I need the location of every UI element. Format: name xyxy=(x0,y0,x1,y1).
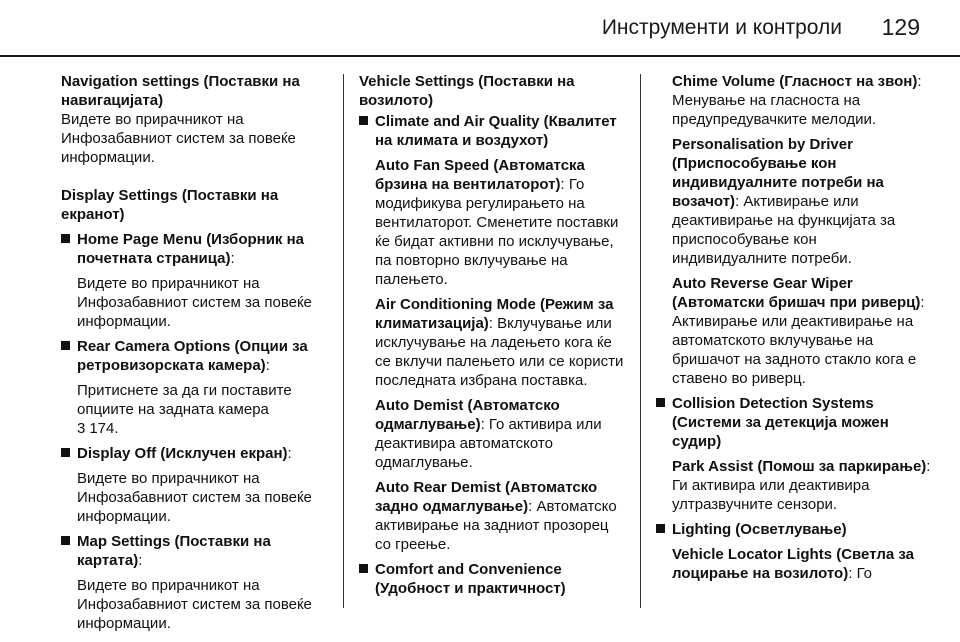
sub-label: Auto Reverse Gear Wiper (Автоматски бришач при риверц) xyxy=(672,275,921,311)
list-item: Lighting (Осветлување) Vehicle Locator Lights (Светла за лоцирање на возилото): Го xyxy=(656,520,934,583)
sub-label: Vehicle Locator Lights (Светла за лоцирање на возилото) xyxy=(672,546,914,582)
sub-label: Personalisation by Driver (Приспособување кон индивидуалните потреби на возачот) xyxy=(672,136,884,210)
header-title: Инструменти и контроли xyxy=(601,16,842,39)
display-settings-section xyxy=(61,186,336,633)
item-label: Map Settings (Поставки на картата) xyxy=(77,533,271,569)
item-text: Видете во прирачникот на Инфозабавниот систем за повеќе информации. xyxy=(77,470,312,525)
sub-text: Го модификува регулирањето на вентилаторот. Сменетите поставки ќе бидат активни по исклучување, па повторно вклучување на палењето. xyxy=(375,176,619,288)
list-item: Display Off (Исклучен екран): Видете во прирачникот на Инфозабавниот систем за повеќе информации. xyxy=(61,444,336,526)
column-middle xyxy=(359,72,627,598)
sub-text: Го xyxy=(856,565,873,582)
sub-label: Auto Demist (Автоматско одмаглување) xyxy=(375,397,560,433)
item-text: Видете во прирачникот на Инфозабавниот систем за повеќе информации. xyxy=(77,577,312,632)
item-label: Lighting (Осветлување) xyxy=(672,521,847,538)
bullet-icon xyxy=(61,234,70,243)
item-label: Rear Camera Options (Опции за ретровизорската камера) xyxy=(77,338,308,374)
sub-text: Автоматско активирање на задниот прозорец со греење. xyxy=(375,498,617,553)
sub-text: Менување на гласноста на предупредувачките мелодии. xyxy=(672,92,877,128)
page-reference[interactable]: 3 174. xyxy=(77,420,119,437)
list-item: Rear Camera Options (Опции за ретровизорската камера): Притиснете за да ги поставите опциите на задната камера 3 174. xyxy=(61,337,336,438)
section-title: Vehicle Settings (Поставки на возилото) xyxy=(359,73,575,109)
section-title: Display Settings (Поставки на екранот) xyxy=(61,187,279,223)
list-item: Map Settings (Поставки на картата): Видете во прирачникот на Инфозабавниот систем за повеќе информации. xyxy=(61,532,336,633)
item-text: Видете во прирачникот на Инфозабавниот систем за повеќе информации. xyxy=(77,275,312,330)
item-label: Collision Detection Systems (Системи за детекција можен судир) xyxy=(672,395,889,450)
page-number: 129 xyxy=(881,14,920,40)
bullet-icon xyxy=(359,564,368,573)
bullet-icon xyxy=(61,341,70,350)
list-item: Climate and Air Quality (Квалитет на климата и воздухот) Auto Fan Speed (Автоматска брзина на вентилаторот): Го модификува регулирањето на вентилаторот. Сменетите поставки ќе бидат активни по исклучување, па повторно вклучување на палењето. Air Conditioning Mode (Режим за климатизација): Вклучување или исклучување на ладењето кога ќе се вклучи палењето или се користи последната избрана поставка. Auto Demist (Автоматско одмаглување): Го активира или деактивира автоматското одмаглување. Auto Rear Demist (Автоматско задно одмаглување): Автоматско активирање на задниот прозорец со греење. xyxy=(359,112,627,554)
bullet-icon xyxy=(656,524,665,533)
bullet-icon xyxy=(656,398,665,407)
sub-label: Auto Fan Speed (Автоматска брзина на вентилаторот) xyxy=(375,157,585,193)
sub-label: Auto Rear Demist (Автоматско задно одмаглување) xyxy=(375,479,598,515)
sub-text: Ги активира или деактивира ултразвучните сензори. xyxy=(672,477,870,513)
sub-text: Активирање или деактивирање на функцијата за приспособување кон индивидуалните потреби. xyxy=(672,193,896,267)
section-title: Navigation settings (Поставки на навигацијата) xyxy=(61,73,300,109)
item-label: Climate and Air Quality (Квалитет на климата и воздухот) xyxy=(375,113,617,149)
header-rule xyxy=(0,55,960,57)
item-label: Display Off (Исклучен екран) xyxy=(77,445,288,462)
navigation-settings-section xyxy=(61,72,336,167)
column-right: Chime Volume (Гласност на звон): Менување на гласноста на предупредувачките мелодии. Personalisation by Driver (Приспособување кон индивидуалните потреби на возачот): Активирање или деактивирање на функцијата за приспособување кон индивидуалните потреби. Auto Reverse Gear Wiper (Автоматски бришач при риверц): Активирање или деактивирање на автоматското вклучување на бришачот на задното стакло кога е ставено во риверц. Collision Detection Systems (Системи за детекција можен судир) Park Assist (Помош за паркирање): Ги активира или деактивира ултразвучните сензори. Lighting (Осветлување) Vehicle Locator Lights (Светла за лоцирање на возилото): Го xyxy=(672,72,934,583)
sub-label: Park Assist (Помош за паркирање) xyxy=(672,458,927,475)
sub-label: Chime Volume (Гласност на звон) xyxy=(672,73,918,90)
sub-text: Вклучување или исклучување на ладењето кога ќе се вклучи палењето или се користи последната избрана поставка. xyxy=(375,315,624,389)
sub-label: Air Conditioning Mode (Режим за климатизација) xyxy=(375,296,614,332)
page-header xyxy=(0,0,960,50)
item-label: Home Page Menu (Изборник на почетната страница) xyxy=(77,231,304,267)
sub-text: Активирање или деактивирање на автоматското вклучување на бришачот на задното стакло кога е ставено во риверц. xyxy=(672,313,917,387)
bullet-icon xyxy=(61,448,70,457)
list-item: Home Page Menu (Изборник на почетната страница): Видете во прирачникот на Инфозабавниот систем за повеќе информации. xyxy=(61,230,336,331)
item-text: Притиснете за да ги поставите опциите на задната камера xyxy=(77,382,292,418)
reference-arrow-icon: 3 xyxy=(77,420,86,437)
column-divider xyxy=(343,74,344,608)
sub-text: Го активира или деактивира автоматското одмаглување. xyxy=(375,416,602,471)
bullet-icon xyxy=(61,536,70,545)
list-item xyxy=(359,560,627,598)
column-divider xyxy=(640,74,641,608)
list-item: Collision Detection Systems (Системи за детекција можен судир) Park Assist (Помош за паркирање): Ги активира или деактивира ултразвучните сензори. xyxy=(656,394,934,514)
item-label: Comfort and Convenience (Удобност и практичност) xyxy=(375,561,566,597)
bullet-icon xyxy=(359,116,368,125)
section-text: Видете во прирачникот на Инфозабавниот систем за повеќе информации. xyxy=(61,111,296,166)
column-left xyxy=(61,72,336,633)
